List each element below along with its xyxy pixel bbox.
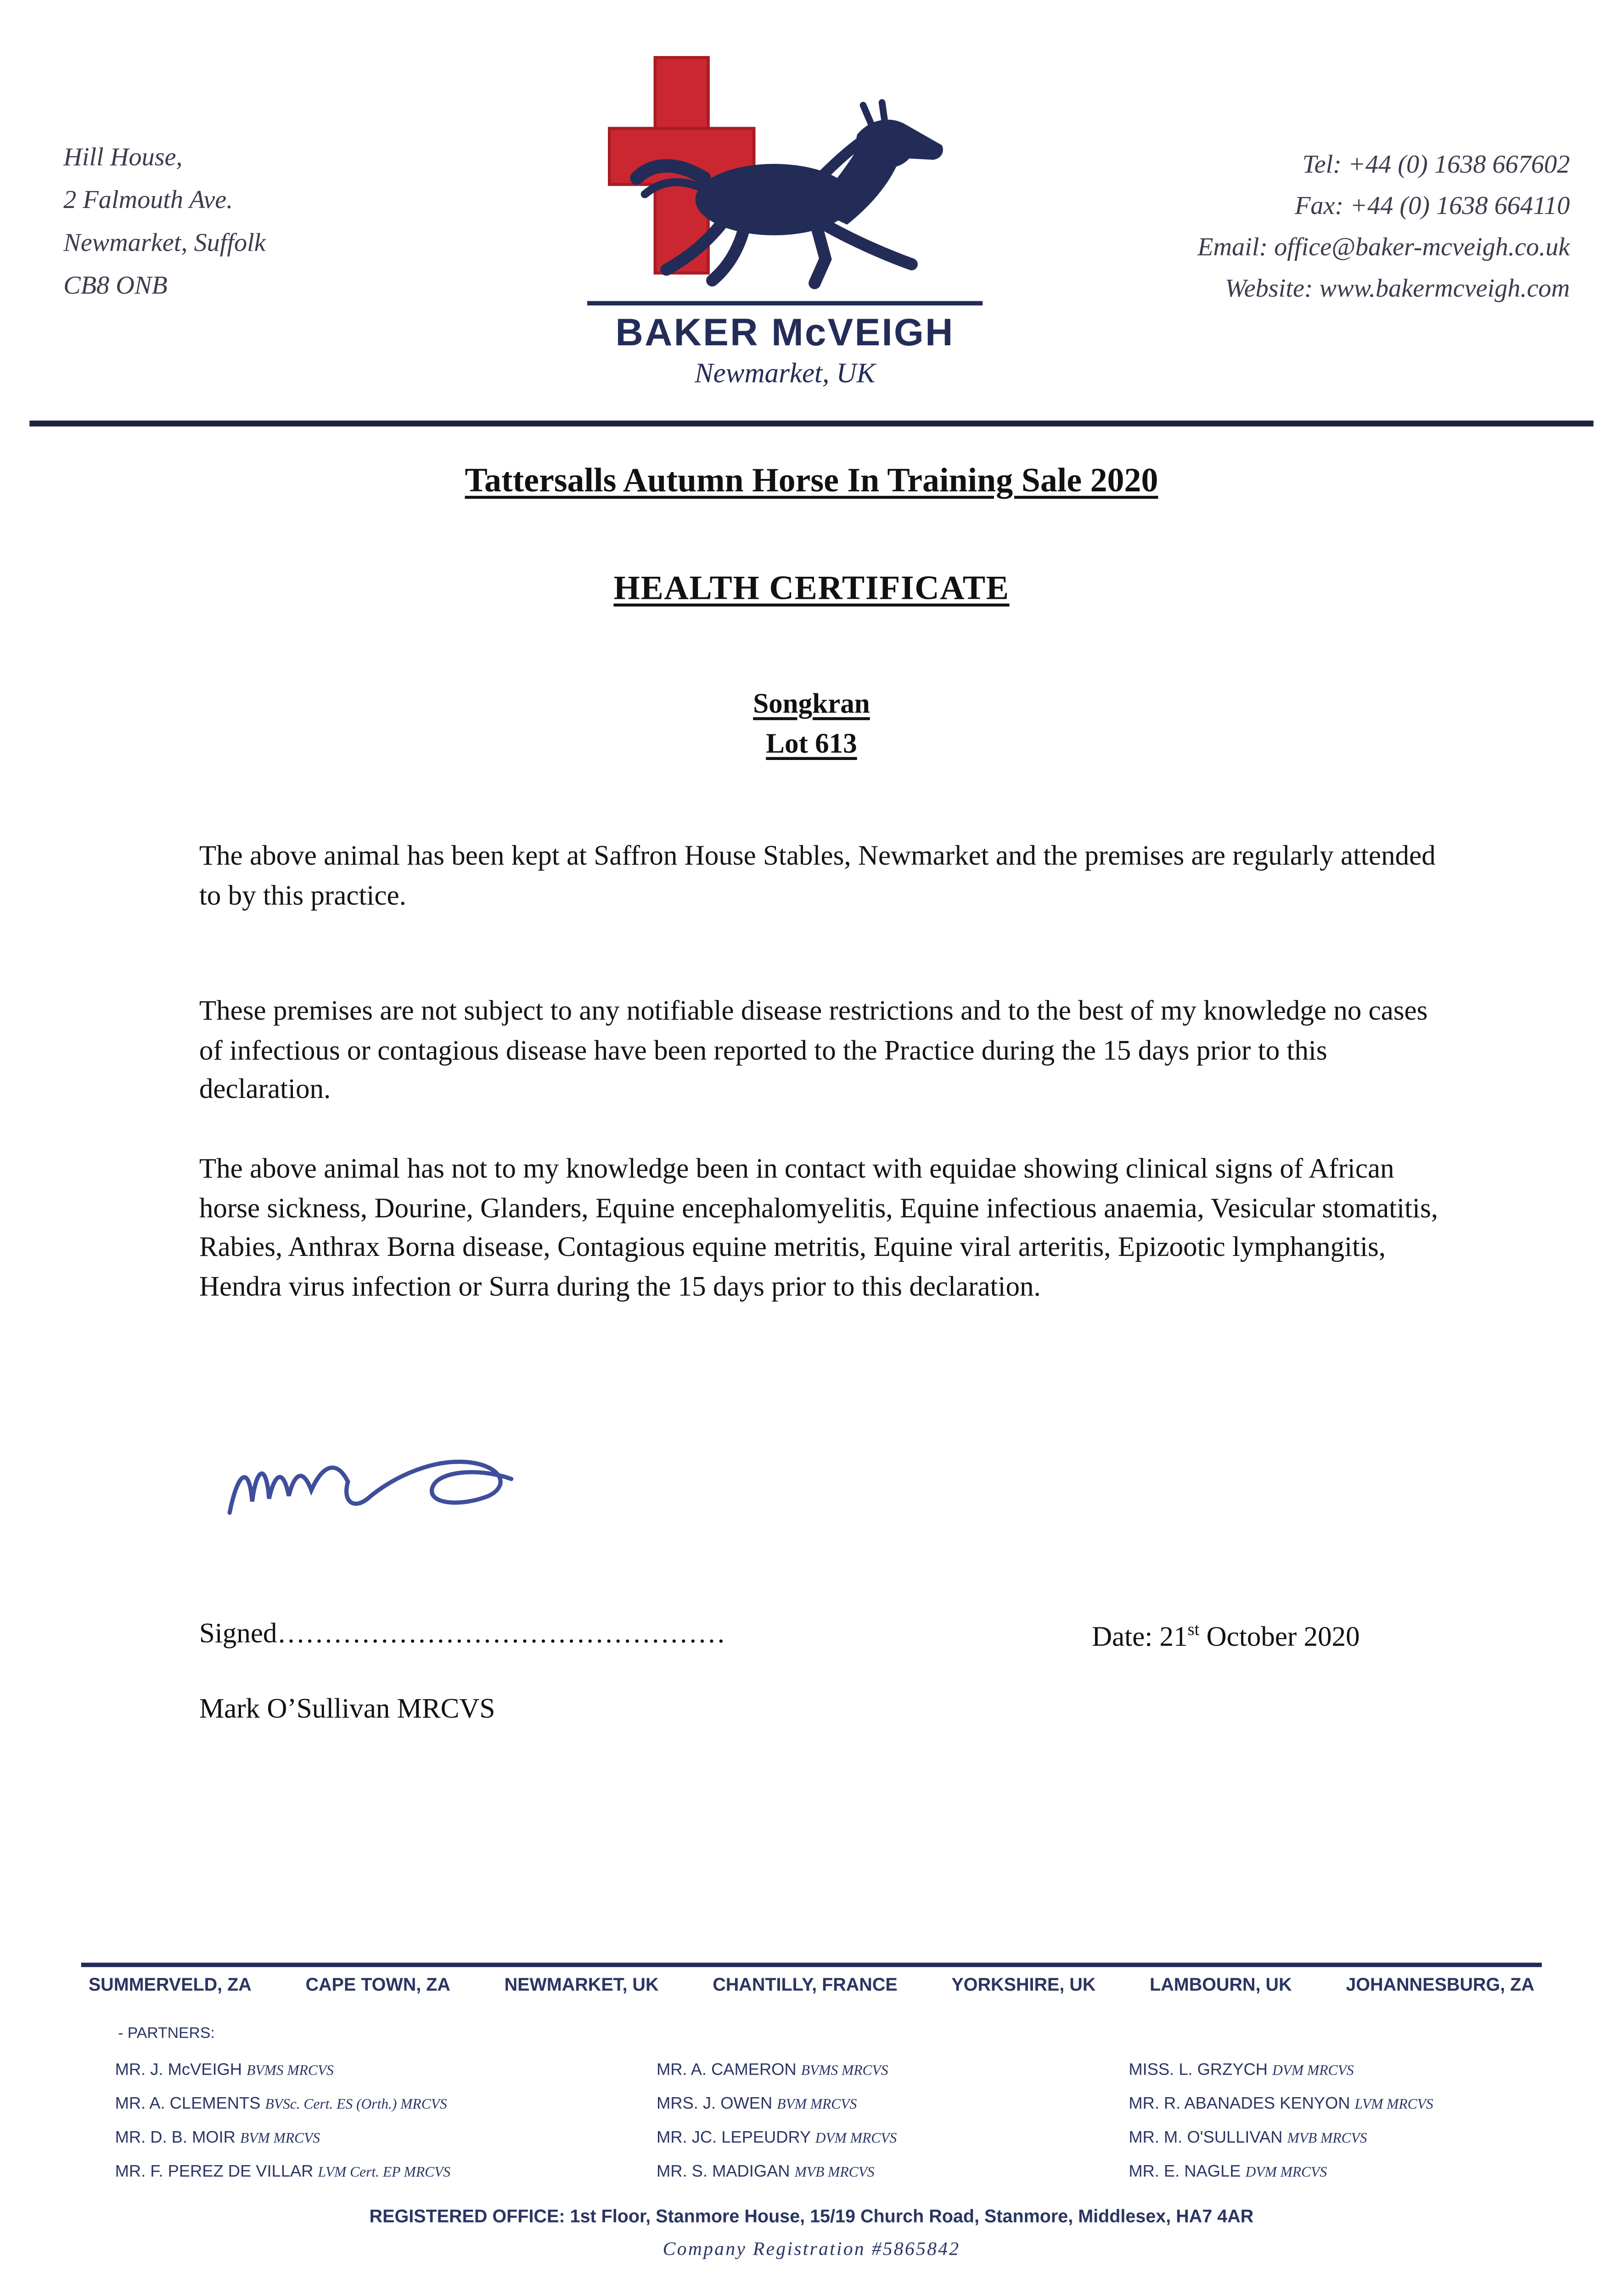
address-line: Newmarket, Suffolk (63, 227, 266, 257)
registered-office: REGISTERED OFFICE: 1st Floor, Stanmore House, 15/19 Church Road, Stanmore, Middlesex, HA7 4AR (369, 2206, 1254, 2227)
document-title: Tattersalls Autumn Horse In Training Sale 2020 (465, 461, 1158, 499)
horse-name: Songkran (753, 689, 870, 720)
location: CHANTILLY, FRANCE (713, 1974, 898, 1995)
partner-row: MR. S. MADIGAN MVB MRCVS (657, 2163, 875, 2181)
paragraph-disease-restrictions: These premises are not subject to any notifiable disease restrictions and to the best of my knowledge no cases of infectious or contagious disease have been reported to the Practice during the 15 days prior to this declaration. (199, 996, 1428, 1105)
location: JOHANNESBURG, ZA (1346, 1974, 1534, 1995)
location: SUMMERVELD, ZA (88, 1974, 252, 1995)
document-subtitle: HEALTH CERTIFICATE (613, 569, 1010, 607)
partner-row: MR. A. CLEMENTS BVSc. Cert. ES (Orth.) MRCVS (115, 2095, 447, 2113)
address-line: 2 Falmouth Ave. (63, 184, 233, 214)
partner-row: MR. F. PEREZ DE VILLAR LVM Cert. EP MRCVS (115, 2163, 451, 2181)
location: CAPE TOWN, ZA (305, 1974, 450, 1995)
lot-number: Lot 613 (766, 729, 857, 760)
partner-row: MISS. L. GRZYCH DVM MRCVS (1129, 2061, 1354, 2079)
logo-name: BAKER McVEIGH (615, 310, 955, 355)
signatory-name: Mark O’Sullivan MRCVS (199, 1694, 495, 1725)
location: LAMBOURN, UK (1150, 1974, 1292, 1995)
paragraph-premises: The above animal has been kept at Saffron House Stables, Newmarket and the premises are regularly attended to by this practice. (199, 841, 1436, 912)
partner-row: MR. JC. LEPEUDRY DVM MRCVS (657, 2129, 897, 2147)
contact-email: Email: office@baker-mcveigh.co.uk (1197, 231, 1570, 261)
footer-divider (81, 1963, 1542, 1967)
horse-logo-icon (626, 95, 977, 297)
contact-tel: Tel: +44 (0) 1638 667602 (1302, 149, 1570, 179)
partners-column-1 (115, 2054, 450, 2190)
partners-column-2 (657, 2054, 897, 2190)
partner-row: MRS. J. OWEN BVM MRCVS (657, 2095, 857, 2113)
partners-label: - PARTNERS: (118, 2025, 215, 2043)
company-registration: Company Registration #5865842 (663, 2237, 960, 2260)
partner-row: MR. E. NAGLE DVM MRCVS (1129, 2163, 1327, 2181)
partner-row: MR. R. ABANADES KENYON LVM MRCVS (1129, 2095, 1433, 2113)
partner-row: MR. M. O'SULLIVAN MVB MRCVS (1129, 2129, 1367, 2147)
address-line: Hill House, (63, 141, 183, 171)
date-ordinal-suffix: st (1187, 1619, 1200, 1640)
partners-column-3 (1129, 2054, 1433, 2190)
signed-line: Signed………………………………………… (199, 1619, 726, 1650)
signature-ink (219, 1402, 528, 1538)
practice-address (63, 136, 265, 307)
contact-fax: Fax: +44 (0) 1638 664110 (1295, 190, 1570, 220)
practice-locations (89, 1975, 1534, 1995)
logo-location: Newmarket, UK (694, 358, 876, 390)
location: YORKSHIRE, UK (951, 1974, 1096, 1995)
partner-row: MR. D. B. MOIR BVM MRCVS (115, 2129, 320, 2147)
date-line: Date: 21st October 2020 (1092, 1619, 1360, 1654)
location: NEWMARKET, UK (504, 1974, 659, 1995)
address-line: CB8 ONB (63, 270, 168, 300)
header-divider (29, 421, 1593, 426)
paragraph-contact-declaration: The above animal has not to my knowledge been in contact with equidae showing clinical signs of African horse sickness, Dourine, Glanders, Equine encephalomyelitis, Equine infectious anaemia, Vesicular stomatitis, Rabies, Anthrax Borna disease, Contagious equine metritis, Equine viral arteritis, Epizootic lymphangitis, Hendra virus infection or Surra during the 15 days prior to this declaration. (199, 1154, 1438, 1303)
partner-row: MR. J. McVEIGH BVMS MRCVS (115, 2061, 334, 2079)
logo-baseline-rule (587, 301, 983, 305)
practice-logo (587, 53, 983, 400)
contact-website: Website: www.bakermcveigh.com (1225, 273, 1570, 303)
contact-details (1197, 143, 1570, 309)
partner-row: MR. A. CAMERON BVMS MRCVS (657, 2061, 888, 2079)
